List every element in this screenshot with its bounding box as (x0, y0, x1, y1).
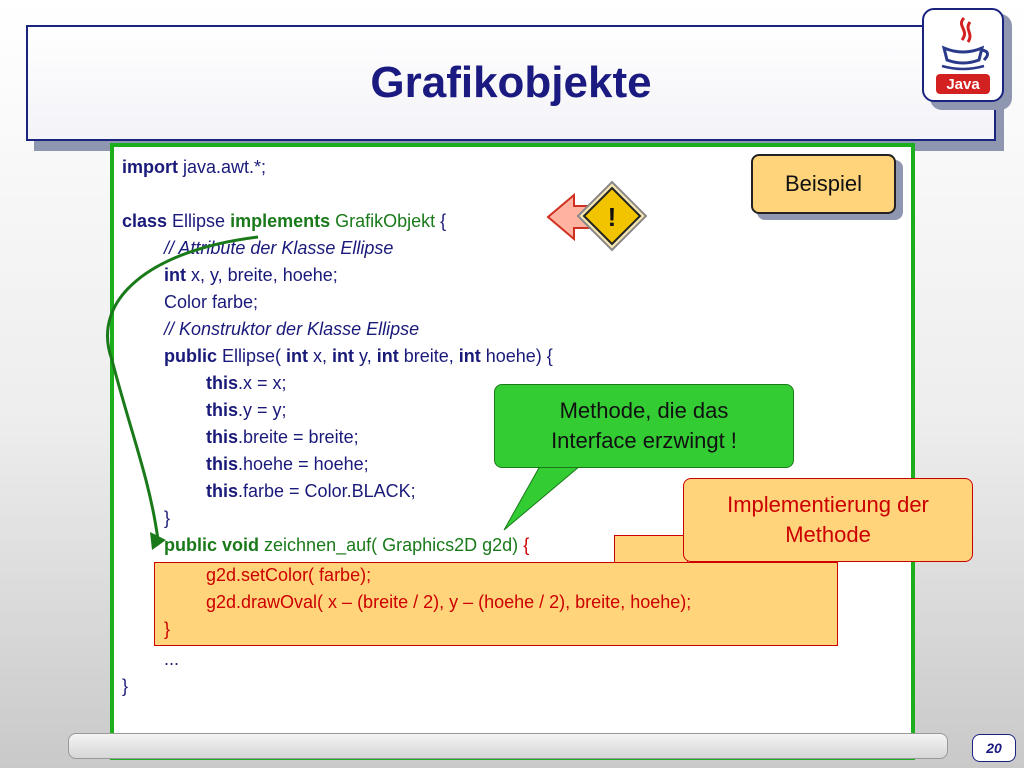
keyword-this: this (206, 373, 239, 393)
code-text: g2d.setColor( farbe); (206, 565, 372, 585)
code-text: y, (354, 346, 377, 366)
keyword-import: import (122, 157, 178, 177)
method-open-brace: { (518, 535, 530, 555)
slide-title: Grafikobjekte (370, 58, 652, 107)
code-text: ... (164, 649, 180, 669)
keyword-this: this (206, 481, 239, 501)
green-callout-tail (504, 466, 580, 530)
code-text: Ellipse (167, 211, 231, 231)
code-text: Color farbe; (164, 292, 259, 312)
footer-bar (68, 733, 948, 759)
code-text: .breite = breite; (238, 427, 359, 447)
code-text: .hoehe = hoehe; (238, 454, 369, 474)
method-signature: zeichnen_auf( Graphics2D g2d) (259, 535, 519, 555)
logo-text: Java (946, 76, 980, 93)
keyword-public: public (164, 346, 217, 366)
code-text: .y = y; (238, 400, 287, 420)
keyword-int: int (458, 346, 481, 366)
keyword-class: class (122, 211, 168, 231)
beispiel-text: Beispiel (784, 171, 863, 196)
code-text: { (435, 211, 447, 231)
code-text: x, (308, 346, 333, 366)
code-text: } (164, 619, 171, 639)
green-curve-arrow (107, 237, 258, 540)
keyword-this: this (206, 454, 239, 474)
keyword-this: this (206, 427, 239, 447)
code-text: } (122, 676, 129, 696)
green-callout (494, 384, 794, 468)
keyword-public: public (164, 535, 217, 555)
interface-name: GrafikObjekt (330, 211, 436, 231)
code-text: g2d.drawOval( x – (breite / 2), y – (hoehe / 2), breite, hoehe); (206, 592, 692, 612)
keyword-int: int (332, 346, 355, 366)
warning-symbol: ! (607, 202, 617, 232)
comment-text: // Attribute der Klasse Ellipse (164, 238, 394, 258)
code-text: .farbe = Color.BLACK; (238, 481, 416, 501)
orange-callout (683, 478, 973, 562)
page-number (972, 734, 1016, 762)
orange-callout-line1: Implementierung der (727, 492, 929, 517)
green-callout-line1: Methode, die das (559, 398, 729, 423)
orange-callout-line2: Methode (785, 522, 871, 547)
code-text: java.awt.*; (178, 157, 267, 177)
keyword-int: int (164, 265, 186, 285)
code-text: } (164, 508, 171, 528)
keyword-int: int (376, 346, 399, 366)
beispiel-label (751, 154, 896, 214)
warning-icon (578, 182, 646, 250)
code-text: x, y, breite, hoehe; (186, 265, 338, 285)
code-text: Ellipse( (217, 346, 287, 366)
code-text: hoehe) { (480, 346, 553, 366)
code-text: breite, (398, 346, 459, 366)
comment-text: // Konstruktor der Klasse Ellipse (164, 319, 420, 339)
keyword-void: void (222, 535, 260, 555)
code-text: .x = x; (238, 373, 287, 393)
keyword-implements: implements (230, 211, 331, 231)
keyword-int: int (286, 346, 309, 366)
page-number-text: 20 (986, 740, 1002, 756)
keyword-this: this (206, 400, 239, 420)
green-callout-line2: Interface erzwingt ! (551, 428, 737, 453)
